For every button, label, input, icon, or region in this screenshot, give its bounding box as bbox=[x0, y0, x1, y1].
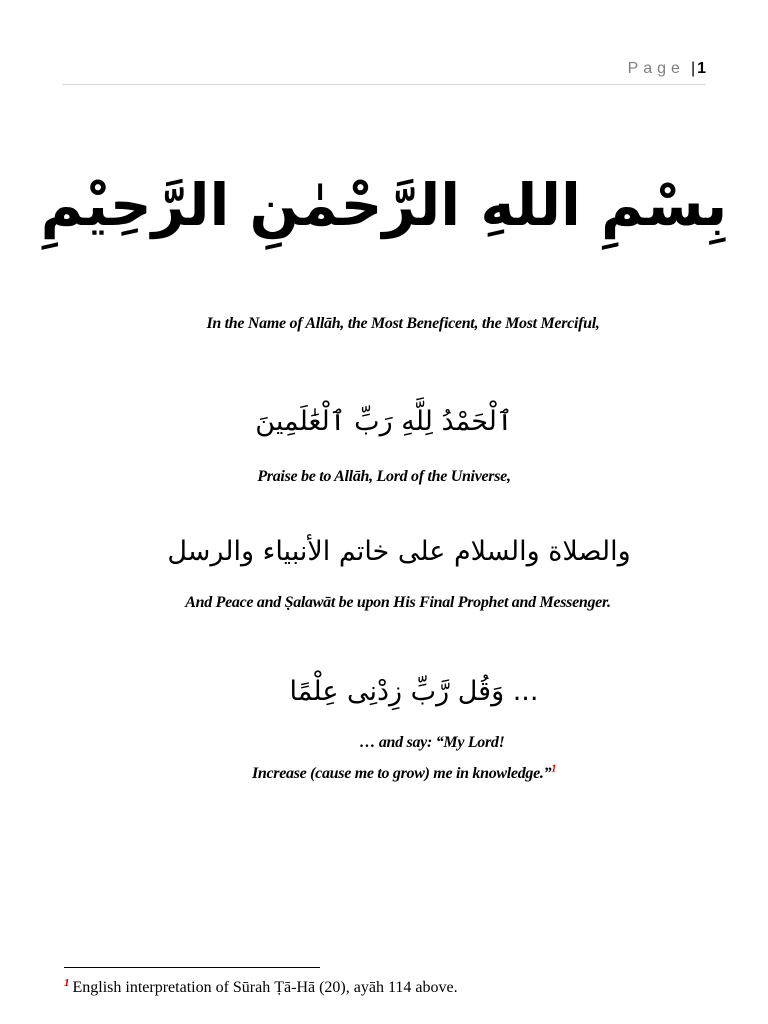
footnote-marker: 1 bbox=[64, 976, 70, 989]
ayah-translation-line-1: … and say: “My Lord! bbox=[359, 734, 505, 751]
page-number: 1 bbox=[697, 60, 706, 77]
bismillah-calligraphy: بِسْمِ اللهِ الرَّحْمٰنِ الرَّحِيْمِ bbox=[40, 171, 728, 239]
page-header bbox=[628, 60, 706, 78]
hamd-arabic: ٱلْحَمْدُ لِلَّهِ رَبِّ ٱلْعَٰلَمِينَ bbox=[255, 406, 513, 437]
page-label: Page bbox=[627, 60, 685, 77]
header-divider bbox=[62, 84, 706, 85]
footnote-text: English interpretation of Sūrah Ṭā-Hā (20), ayāh 114 above. bbox=[72, 979, 458, 996]
salawat-arabic: والصلاة والسلام على خاتم الأنبياء والرسل bbox=[167, 536, 631, 567]
footnote bbox=[64, 976, 458, 997]
footnote-divider bbox=[64, 967, 320, 968]
ayah-translation-line-2 bbox=[40, 765, 768, 783]
basmala-translation: In the Name of Allāh, the Most Beneficent, the Most Merciful, bbox=[206, 315, 600, 332]
page-separator: | bbox=[690, 60, 696, 77]
ayah-translation-text: Increase (cause me to grow) me in knowledge.” bbox=[251, 765, 552, 782]
footnote-reference[interactable]: 1 bbox=[551, 763, 557, 775]
ayah-arabic: ... وَقُل رَّبِّ زِدْنِى عِلْمًا bbox=[289, 676, 539, 707]
hamd-translation: Praise be to Allāh, Lord of the Universe, bbox=[257, 468, 511, 485]
salawat-translation: And Peace and Ṣalawāt be upon His Final Prophet and Messenger. bbox=[185, 594, 611, 611]
